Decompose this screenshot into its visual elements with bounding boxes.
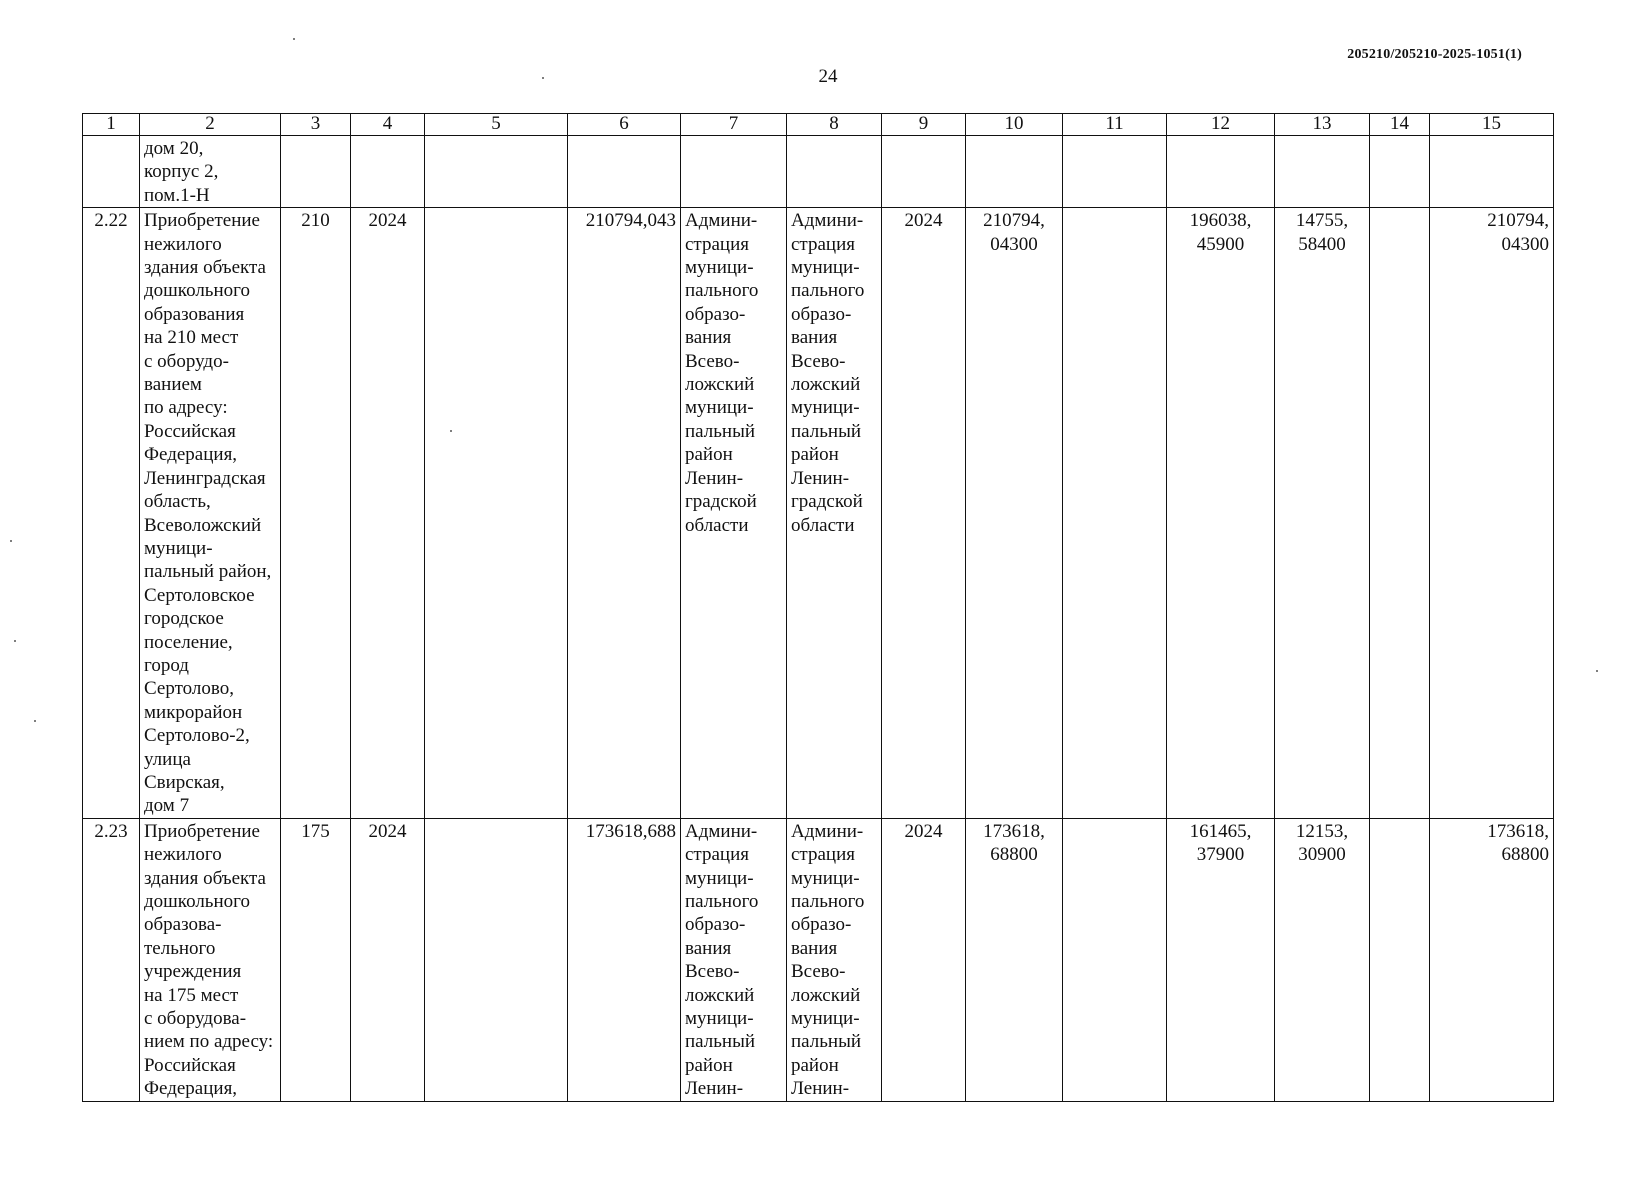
cell-col-3 xyxy=(281,136,351,208)
cell-col-15: 210794, 04300 xyxy=(1430,208,1554,819)
cell-number: 2.22 xyxy=(83,208,140,819)
column-header: 9 xyxy=(882,114,966,136)
cell-col-10: 210794, 04300 xyxy=(966,208,1063,819)
table-row xyxy=(83,136,1554,208)
cell-col-14 xyxy=(1370,818,1430,1101)
cell-col-6: 210794,043 xyxy=(568,208,681,819)
scan-speck xyxy=(10,540,12,542)
column-header: 8 xyxy=(787,114,882,136)
cell-col-8: Админи- страция муници- пального образо- вания Всево- ложский муници- пальный район Ленин- градской области xyxy=(787,208,882,819)
table-header-row xyxy=(83,114,1554,136)
cell-col-12 xyxy=(1167,136,1275,208)
column-header: 1 xyxy=(83,114,140,136)
column-header: 12 xyxy=(1167,114,1275,136)
cell-col-6 xyxy=(568,136,681,208)
cell-col-13: 12153, 30900 xyxy=(1275,818,1370,1101)
document-id: 205210/205210-2025-1051(1) xyxy=(1347,47,1522,62)
cell-col-4: 2024 xyxy=(351,208,425,819)
data-table xyxy=(82,113,1554,1102)
cell-col-9 xyxy=(882,136,966,208)
cell-description: Приобретение нежилого здания объекта дошкольного образования на 210 мест с оборудо- ванием по адресу: Российская Федерация, Ленинградская область, Всеволожский муници- пальный район, Сертоловское городское поселение, город Сертолово, микрорайон Сертолово-2, улица Свирская, дом 7 xyxy=(140,208,281,819)
table-row xyxy=(83,208,1554,819)
table-row xyxy=(83,818,1554,1101)
column-header: 5 xyxy=(425,114,568,136)
cell-col-8: Админи- страция муници- пального образо- вания Всево- ложский муници- пальный район Ленин- xyxy=(787,818,882,1101)
cell-col-13 xyxy=(1275,136,1370,208)
cell-col-15 xyxy=(1430,136,1554,208)
cell-col-5 xyxy=(425,208,568,819)
cell-col-10 xyxy=(966,136,1063,208)
column-header: 2 xyxy=(140,114,281,136)
cell-col-7: Админи- страция муници- пального образо- вания Всево- ложский муници- пальный район Ленин- градской области xyxy=(681,208,787,819)
page-number: 24 xyxy=(818,66,838,87)
scan-speck xyxy=(14,640,16,642)
cell-col-4 xyxy=(351,136,425,208)
cell-col-14 xyxy=(1370,208,1430,819)
cell-number xyxy=(83,136,140,208)
cell-col-15: 173618, 68800 xyxy=(1430,818,1554,1101)
cell-description: Приобретение нежилого здания объекта дошкольного образова- тельного учреждения на 175 мест с оборудова- нием по адресу: Российская Федерация, xyxy=(140,818,281,1101)
cell-col-11 xyxy=(1063,136,1167,208)
cell-col-14 xyxy=(1370,136,1430,208)
cell-col-5 xyxy=(425,136,568,208)
column-header: 15 xyxy=(1430,114,1554,136)
scan-speck xyxy=(542,77,544,79)
cell-col-3: 210 xyxy=(281,208,351,819)
cell-col-11 xyxy=(1063,818,1167,1101)
cell-col-9: 2024 xyxy=(882,818,966,1101)
column-header: 7 xyxy=(681,114,787,136)
cell-col-4: 2024 xyxy=(351,818,425,1101)
column-header: 10 xyxy=(966,114,1063,136)
scan-speck xyxy=(293,38,295,40)
cell-col-9: 2024 xyxy=(882,208,966,819)
scan-speck xyxy=(450,430,452,432)
cell-col-8 xyxy=(787,136,882,208)
column-header: 11 xyxy=(1063,114,1167,136)
column-header: 13 xyxy=(1275,114,1370,136)
column-header: 3 xyxy=(281,114,351,136)
scan-speck xyxy=(34,720,36,722)
column-header: 4 xyxy=(351,114,425,136)
cell-col-5 xyxy=(425,818,568,1101)
cell-col-12: 196038, 45900 xyxy=(1167,208,1275,819)
scan-speck xyxy=(1596,670,1598,672)
cell-col-7 xyxy=(681,136,787,208)
cell-description: дом 20, корпус 2, пом.1-Н xyxy=(140,136,281,208)
cell-col-6: 173618,688 xyxy=(568,818,681,1101)
column-header: 6 xyxy=(568,114,681,136)
column-header: 14 xyxy=(1370,114,1430,136)
cell-col-11 xyxy=(1063,208,1167,819)
cell-col-3: 175 xyxy=(281,818,351,1101)
cell-col-7: Админи- страция муници- пального образо- вания Всево- ложский муници- пальный район Ленин- xyxy=(681,818,787,1101)
cell-col-10: 173618, 68800 xyxy=(966,818,1063,1101)
cell-col-12: 161465, 37900 xyxy=(1167,818,1275,1101)
cell-col-13: 14755, 58400 xyxy=(1275,208,1370,819)
cell-number: 2.23 xyxy=(83,818,140,1101)
